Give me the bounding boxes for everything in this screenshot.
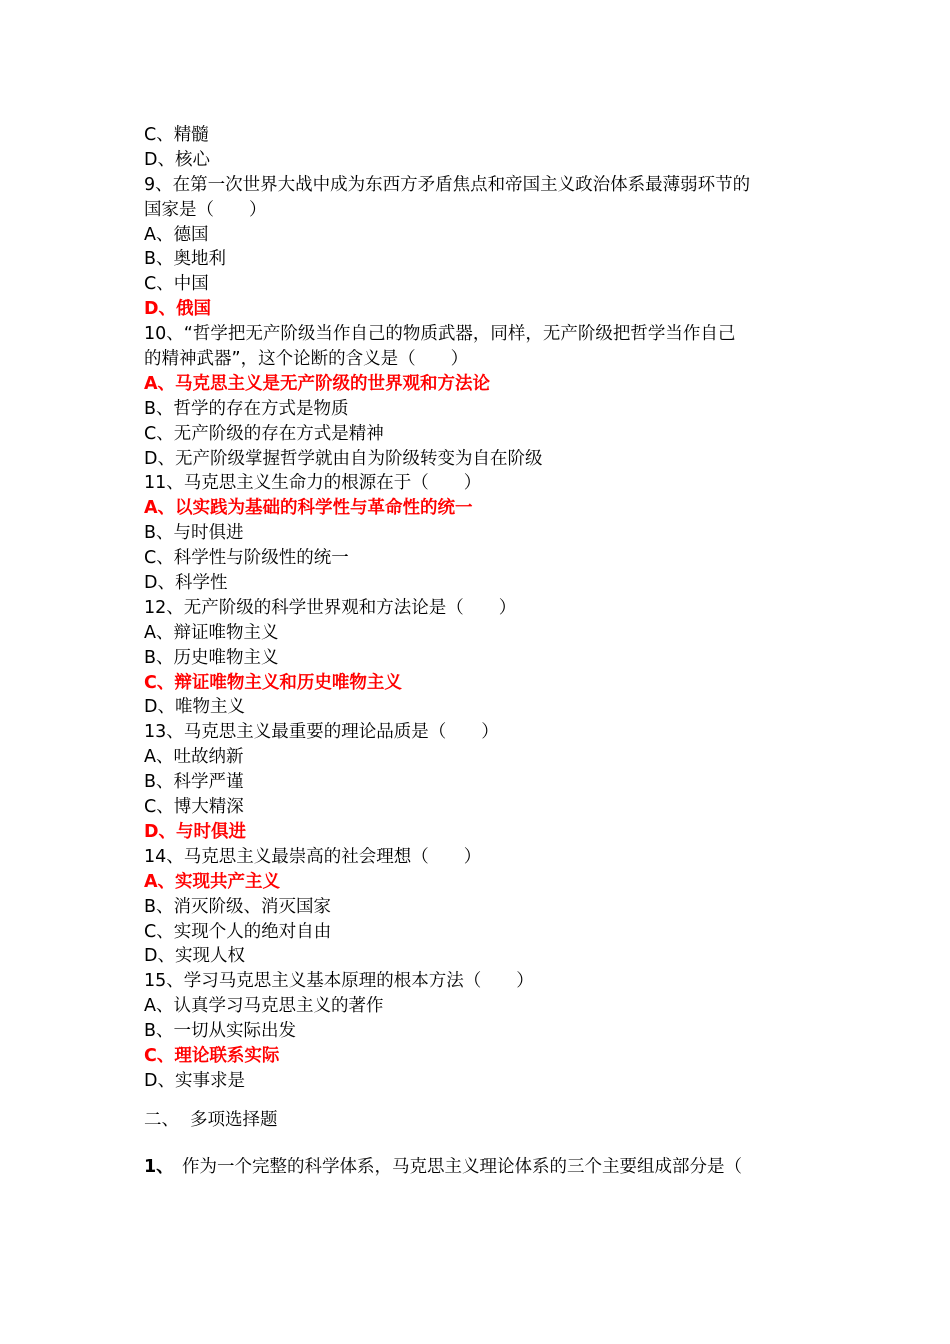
- question-line: 12、无产阶级的科学世界观和方法论是（ ）: [144, 597, 517, 618]
- question-line: D、实现人权: [144, 946, 245, 967]
- answer-line-correct: A、马克思主义是无产阶级的世界观和方法论: [144, 373, 491, 394]
- multi-choice-question: [144, 1155, 824, 1180]
- question-line: D、实事求是: [144, 1070, 245, 1091]
- question-line: A、德国: [144, 224, 209, 245]
- question-line: B、消灭阶级、消灭国家: [144, 896, 332, 917]
- answer-line-correct: A、以实践为基础的科学性与革命性的统一: [144, 498, 473, 519]
- question-line: 13、马克思主义最重要的理论品质是（ ）: [144, 722, 499, 743]
- document-page: [144, 123, 824, 1180]
- question-line: B、奥地利: [144, 249, 227, 270]
- question-line: B、哲学的存在方式是物质: [144, 398, 349, 419]
- question-line: D、无产阶级掌握哲学就由自为阶级转变为自在阶级: [144, 448, 543, 469]
- question-line: C、实现个人的绝对自由: [144, 921, 332, 942]
- question-number: 1、: [144, 1156, 174, 1177]
- answer-line-correct: C、理论联系实际: [144, 1045, 280, 1066]
- question-line: B、历史唯物主义: [144, 647, 279, 668]
- question-line: A、认真学习马克思主义的著作: [144, 996, 384, 1017]
- question-line: 15、学习马克思主义基本原理的根本方法（ ）: [144, 971, 534, 992]
- question-line: A、辩证唯物主义: [144, 622, 279, 643]
- question-line: C、博大精深: [144, 797, 244, 818]
- question-line: D、唯物主义: [144, 697, 245, 718]
- question-line: B、科学严谨: [144, 772, 244, 793]
- question-line: A、吐故纳新: [144, 747, 244, 768]
- section-number: 二、: [144, 1109, 179, 1130]
- section-title: 多项选择题: [190, 1109, 278, 1130]
- question-line: 14、马克思主义最崇高的社会理想（ ）: [144, 846, 482, 867]
- answer-line-correct: A、实现共产主义: [144, 871, 281, 892]
- question-list: [144, 123, 824, 1094]
- answer-line-correct: D、俄国: [144, 299, 212, 320]
- question-line: C、精髓: [144, 125, 209, 145]
- question-line: B、与时俱进: [144, 523, 244, 544]
- question-line: C、中国: [144, 274, 209, 295]
- question-line: C、无产阶级的存在方式是精神: [144, 423, 384, 444]
- question-line: 的精神武器”，这个论断的含义是（ ）: [144, 349, 469, 370]
- answer-line-correct: D、与时俱进: [144, 821, 247, 842]
- question-text: 作为一个完整的科学体系，马克思主义理论体系的三个主要组成部分是（: [182, 1156, 742, 1177]
- question-line: D、科学性: [144, 573, 228, 594]
- question-line: C、科学性与阶级性的统一: [144, 548, 349, 569]
- question-line: 国家是（ ）: [144, 199, 267, 220]
- question-line: 9、在第一次世界大战中成为东西方矛盾焦点和帝国主义政治体系最薄弱环节的: [144, 174, 751, 195]
- question-line: D、核心: [144, 149, 210, 170]
- question-line: 10、“哲学把无产阶级当作自己的物质武器，同样，无产阶级把哲学当作自己: [144, 324, 736, 345]
- answer-line-correct: C、辩证唯物主义和历史唯物主义: [144, 672, 402, 693]
- question-line: B、一切从实际出发: [144, 1021, 297, 1042]
- section-heading: [144, 1108, 824, 1133]
- question-line: 11、马克思主义生命力的根源在于（ ）: [144, 473, 482, 494]
